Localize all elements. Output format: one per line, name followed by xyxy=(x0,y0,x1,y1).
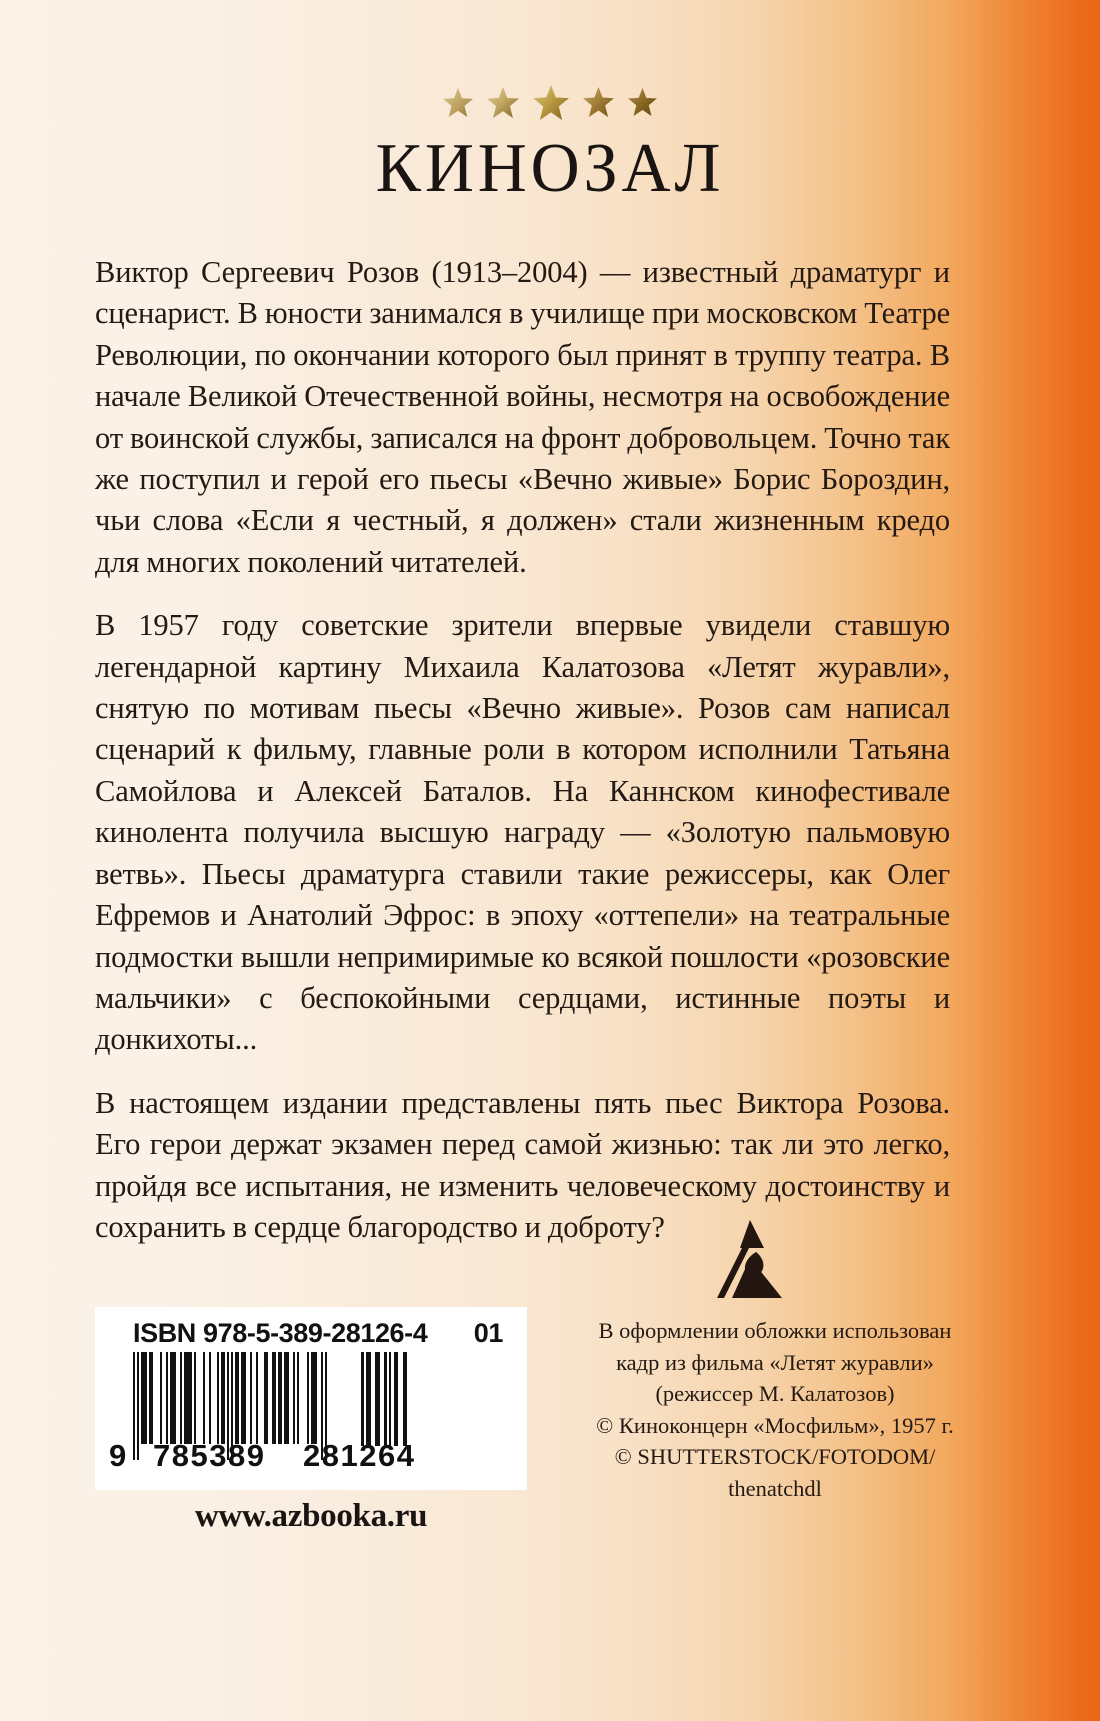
star-icon xyxy=(628,88,657,116)
blurb-text xyxy=(95,252,950,1248)
barcode-addon-label: 01 xyxy=(473,1318,503,1348)
cover-header xyxy=(0,84,1100,207)
barcode-top-row xyxy=(95,1318,527,1349)
publisher-website: www.azbooka.ru xyxy=(194,1498,428,1534)
star-icon xyxy=(443,88,473,117)
star-rating-row xyxy=(0,84,1100,120)
publisher-logo xyxy=(712,1218,788,1300)
credit-line: В оформлении обложки использован xyxy=(598,1318,952,1343)
azbooka-triangle-logo-icon xyxy=(712,1218,788,1300)
credit-line: (режиссер М. Калатозов) xyxy=(655,1381,895,1406)
star-icon xyxy=(583,87,614,117)
isbn-barcode xyxy=(95,1307,527,1490)
cover-credits xyxy=(545,1315,1005,1504)
ean-right-group: 281264 xyxy=(303,1438,416,1473)
isbn-label: ISBN 978-5-389-28126-4 xyxy=(133,1318,428,1348)
barcode-bars-addon xyxy=(361,1352,407,1446)
star-icon xyxy=(487,87,519,118)
credit-line: © SHUTTERSTOCK/FOTODOM/ xyxy=(614,1444,936,1469)
blurb-paragraph-2: В 1957 году советские зрители впервые увидели ставшую легендарной картину Михаила Калатозова «Летят журавли», снятую по мотивам пьесы «Вечно живые». Розов сам написал сценарий к фильму, главные роли в котором исполнили Татьяна Самойлова и Алексей Баталов. На Каннском кинофестивале кинолента получила высшую награду — «Золотую пальмовую ветвь». Пьесы драматурга ставили такие режиссеры, как Олег Ефремов и Анатолий Эфрос: в эпоху «оттепели» на театральные подмостки вышли непримиримые ко всякой пошлости «розовские мальчики» с беспокойными сердцами, истинные поэты и донкихоты... xyxy=(95,608,950,1057)
star-icon xyxy=(533,85,569,120)
blurb-paragraph-1: Виктор Сергеевич Розов (1913–2004) — известный драматург и сценарист. В юности занимался в училище при московском Театре Революции, по окончании которого был принят в труппу театра. В начале Великой Отечественной войны, несмотря на освобождение от воинской службы, записался на фронт добровольцем. Точно так же поступил и герой его пьесы «Вечно живые» Борис Бороздин, чьи слова «Если я честный, я должен» стали жизненным кредо для многих поколений читателей. xyxy=(95,255,950,579)
credit-line: © Киноконцерн «Мосфильм», 1957 г. xyxy=(596,1412,954,1438)
credit-line: кадр из фильма «Летят журавли» xyxy=(616,1349,934,1375)
credit-line: thenatchdl xyxy=(728,1475,822,1501)
ean-lead-digit: 9 xyxy=(109,1438,128,1473)
blurb-paragraph-3: В настоящем издании представлены пять пьес Виктора Розова. Его герои держат экзамен перед самой жизнью: так ли это легко, пройдя все испытания, не изменить человеческому достоинству и сохранить в сердце благородство и доброту? xyxy=(95,1085,950,1244)
series-title: КИНОЗАЛ xyxy=(375,130,725,207)
ean-left-group: 785389 xyxy=(153,1438,266,1473)
